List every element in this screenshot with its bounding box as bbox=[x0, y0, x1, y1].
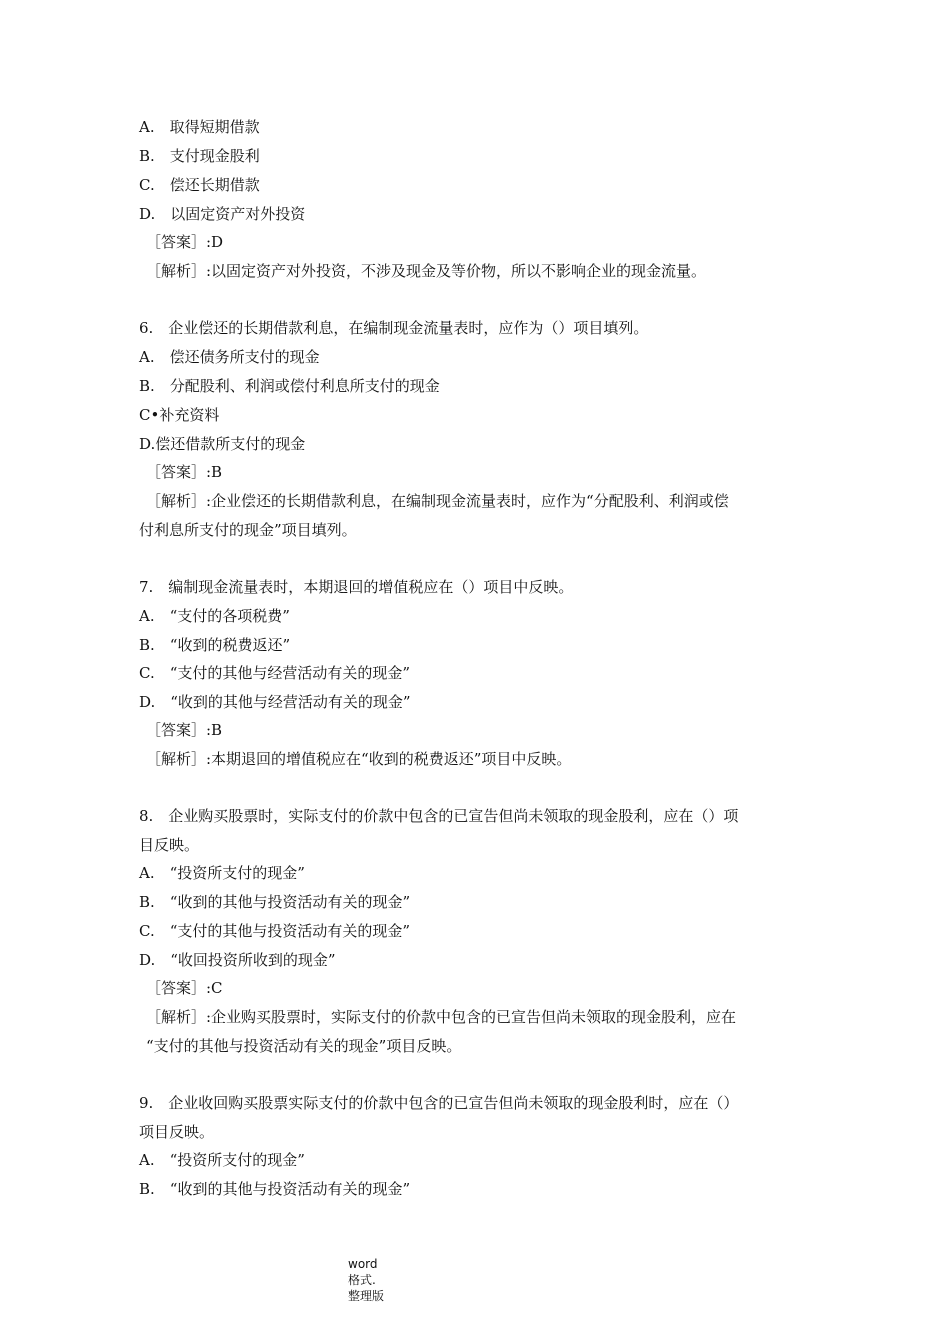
q7-option-c: C. “支付的其他与经营活动有关的现金” bbox=[139, 664, 411, 682]
q5-option-d: D. 以固定资产对外投资 bbox=[139, 205, 306, 223]
q5-option-b: B. 支付现金股利 bbox=[139, 147, 260, 165]
footer-watermark bbox=[348, 1256, 384, 1304]
q8-option-d: D. “收回投资所收到的现金” bbox=[139, 951, 336, 969]
q8-explanation-line2: “支付的其他与投资活动有关的现金”项目反映。 bbox=[146, 1037, 462, 1055]
q6-answer: ［答案］:B bbox=[146, 463, 223, 481]
q6-explanation-line2: 付利息所支付的现金”项目填列。 bbox=[139, 521, 357, 539]
q7-option-a: A. “支付的各项税费” bbox=[139, 607, 290, 625]
q9-option-b: B. “收到的其他与投资活动有关的现金” bbox=[139, 1180, 411, 1198]
q5-option-c: C. 偿还长期借款 bbox=[139, 176, 260, 194]
q8-option-a: A. “投资所支付的现金” bbox=[139, 864, 305, 882]
footer-line1: word bbox=[348, 1257, 378, 1271]
q8-option-c: C. “支付的其他与投资活动有关的现金” bbox=[139, 922, 411, 940]
q8-answer: ［答案］:C bbox=[146, 979, 223, 997]
q9-question-line1: 9. 企业收回购买股票实际支付的价款中包含的已宣告但尚未领取的现金股利时，应在（） bbox=[139, 1094, 739, 1112]
q6-explanation-line1: ［解析］:企业偿还的长期借款利息，在编制现金流量表时，应作为“分配股利、利润或偿 bbox=[146, 492, 729, 510]
q8-option-b: B. “收到的其他与投资活动有关的现金” bbox=[139, 893, 411, 911]
q7-explanation: ［解析］:本期退回的增值税应在“收到的税费返还”项目中反映。 bbox=[146, 750, 572, 768]
q9-option-a: A. “投资所支付的现金” bbox=[139, 1151, 305, 1169]
q8-explanation-line1: ［解析］:企业购买股票时，实际支付的价款中包含的已宣告但尚未领取的现金股利，应在 bbox=[146, 1008, 737, 1026]
footer-line2: 格式. bbox=[348, 1273, 376, 1287]
q7-option-b: B. “收到的税费返还” bbox=[139, 636, 291, 654]
q5-answer: ［答案］:D bbox=[146, 233, 224, 251]
q9-question-line2: 项目反映。 bbox=[139, 1123, 215, 1141]
q7-option-d: D. “收到的其他与经营活动有关的现金” bbox=[139, 693, 411, 711]
q6-option-d: D.偿还借款所支付的现金 bbox=[139, 435, 306, 453]
q6-option-a: A. 偿还债务所支付的现金 bbox=[139, 348, 320, 366]
q6-option-c: C•补充资料 bbox=[139, 406, 220, 424]
q5-option-a: A. 取得短期借款 bbox=[139, 118, 260, 136]
q8-question-line1: 8. 企业购买股票时，实际支付的价款中包含的已宣告但尚未领取的现金股利，应在（）项 bbox=[139, 807, 739, 825]
q7-answer: ［答案］:B bbox=[146, 721, 223, 739]
q7-question: 7. 编制现金流量表时，本期退回的增值税应在（）项目中反映。 bbox=[139, 578, 574, 596]
q8-question-line2: 目反映。 bbox=[139, 836, 200, 854]
q6-option-b: B. 分配股利、利润或偿付利息所支付的现金 bbox=[139, 377, 440, 395]
q5-explanation: ［解析］:以固定资产对外投资，不涉及现金及等价物，所以不影响企业的现金流量。 bbox=[146, 262, 707, 280]
footer-line3: 整理版 bbox=[348, 1289, 385, 1303]
q6-question: 6. 企业偿还的长期借款利息，在编制现金流量表时，应作为（）项目填列。 bbox=[139, 319, 649, 337]
